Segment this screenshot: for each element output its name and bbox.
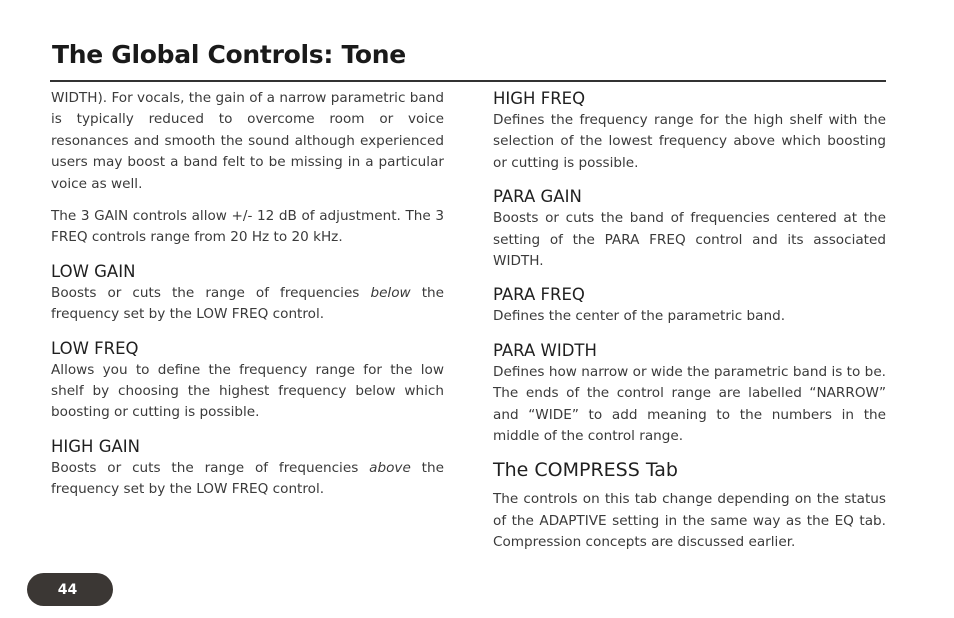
high-freq-heading: HIGH FREQ [493, 89, 586, 108]
high-gain-description: Boosts or cuts the range of frequencies above the frequency set by the LOW FREQ control. [51, 459, 444, 498]
gain-range-paragraph: The 3 GAIN controls allow +/- 12 dB of adjustment. The 3 FREQ controls range from 20 Hz to 20 kHz. [51, 208, 444, 246]
page-title: The Global Controls: Tone [52, 40, 406, 69]
page-number: 44 [57, 581, 78, 598]
intro-paragraph: WIDTH). For vocals, the gain of a narrow parametric band is typically reduced to overcome room or voice resonances and smooth the sound although experienced users may boost a band felt to be missing in a particular voice as well. [51, 90, 444, 192]
low-freq-heading: LOW FREQ [51, 338, 139, 358]
compress-tab-description: The controls on this tab change depending on the status of the ADAPTIVE setting in the same way as the EQ tab. Compression concepts are discussed earlier. [493, 491, 886, 551]
para-gain-description: Boosts or cuts the band of frequencies centered at the setting of the PARA FREQ control and its associated WIDTH. [493, 210, 886, 270]
para-gain-heading: PARA GAIN [493, 187, 582, 207]
low-gain-emphasis: below [370, 284, 411, 301]
para-freq-description: Defines the center of the parametric band. [493, 308, 786, 325]
right-column [493, 88, 886, 554]
header-divider [50, 80, 886, 82]
compress-tab-heading: The COMPRESS Tab [493, 459, 678, 482]
high-gain-heading: HIGH GAIN [51, 436, 140, 456]
para-freq-heading: PARA FREQ [493, 285, 585, 305]
low-freq-description: Allows you to define the frequency range for the low shelf by choosing the highest frequency below which boosting or cutting is possible. [51, 361, 444, 421]
para-width-description: Defines how narrow or wide the parametric band is to be. The ends of the control range are labelled “NARROW” and “WIDE” to add meaning to the numbers in the middle of the control range. [493, 363, 886, 445]
left-column [51, 88, 444, 501]
low-gain-heading: LOW GAIN [51, 261, 136, 281]
high-freq-description: Defines the frequency range for the high shelf with the selection of the lowest frequency above which boosting or cutting is possible. [493, 112, 886, 171]
para-width-heading: PARA WIDTH [493, 340, 597, 360]
low-gain-description: Boosts or cuts the range of frequencies below the frequency set by the LOW FREQ control. [51, 284, 445, 323]
page-number-badge [27, 573, 113, 606]
high-gain-emphasis: above [369, 459, 411, 476]
